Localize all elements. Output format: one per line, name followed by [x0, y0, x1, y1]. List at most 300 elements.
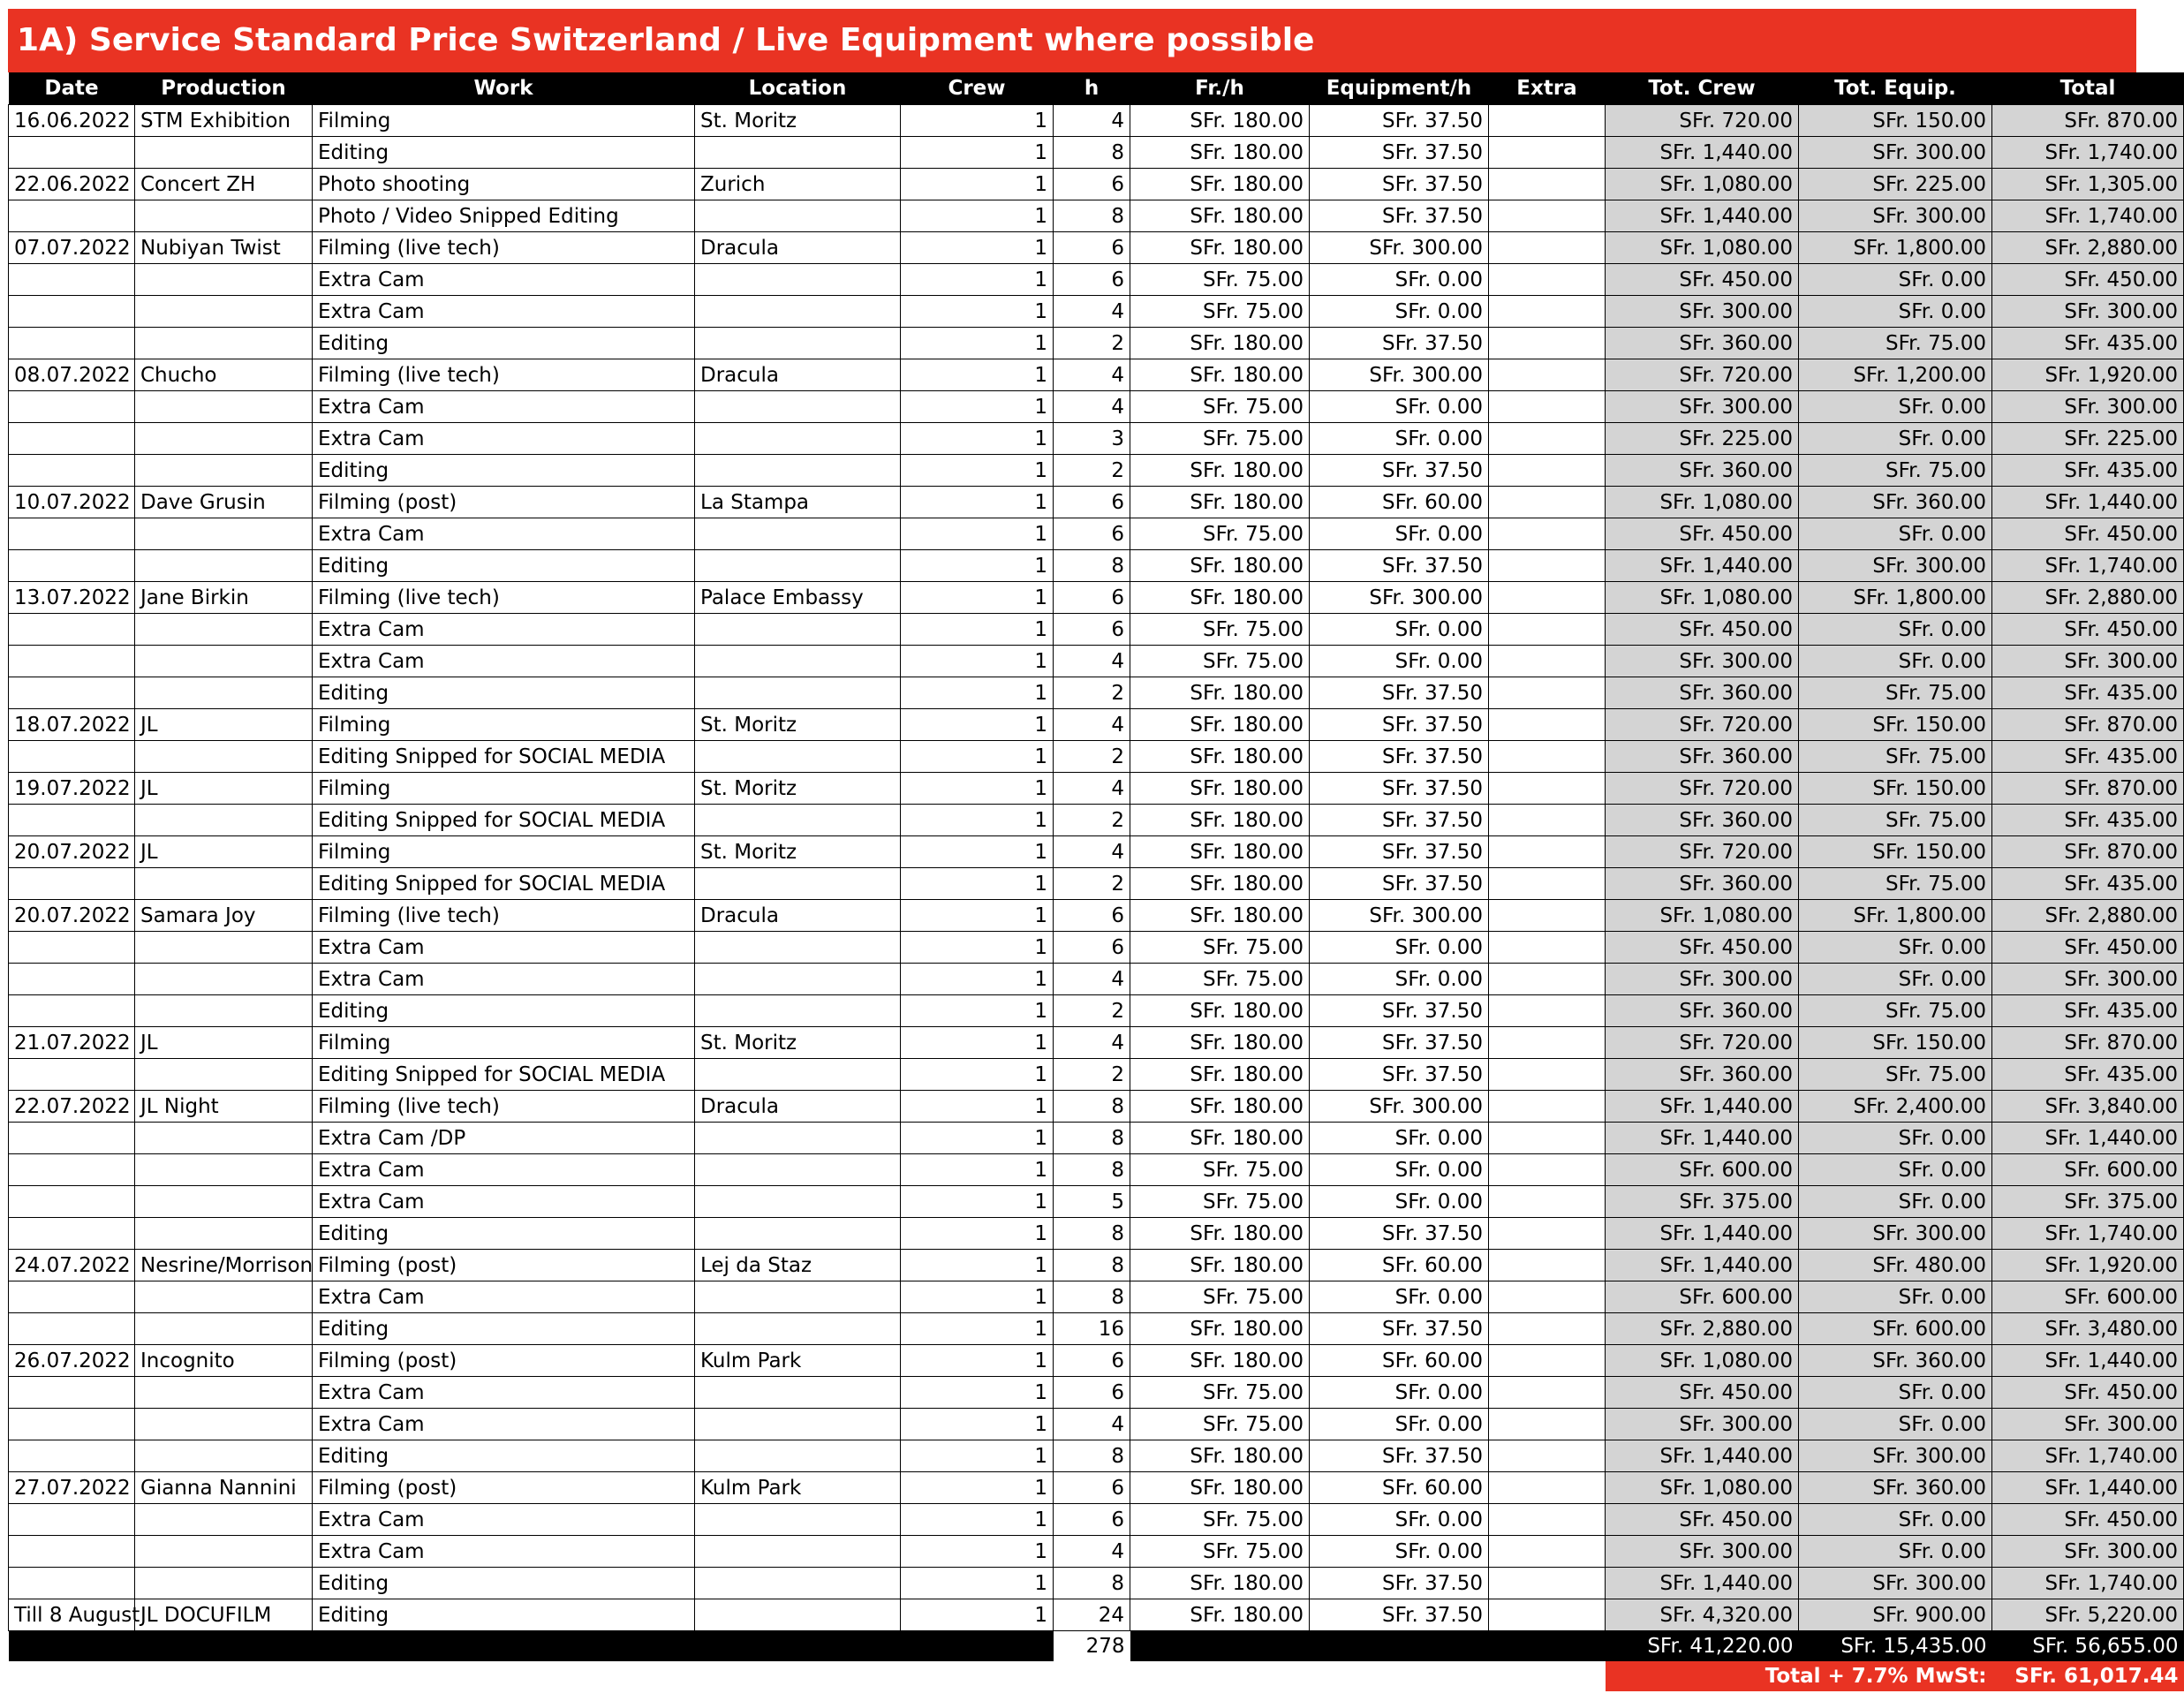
cell-total: SFr. 2,880.00	[1992, 232, 2184, 264]
cell-total: SFr. 435.00	[1992, 868, 2184, 900]
cell-work: Extra Cam	[313, 1186, 695, 1218]
cell-h: 8	[1054, 1440, 1130, 1472]
cell-tot-crew: SFr. 1,080.00	[1606, 232, 1799, 264]
cell-date	[9, 1186, 135, 1218]
cell-tot-crew: SFr. 720.00	[1606, 836, 1799, 868]
cell-h: 4	[1054, 1536, 1130, 1568]
cell-h: 6	[1054, 264, 1130, 296]
cell-crew: 1	[901, 455, 1054, 487]
cell-total: SFr. 600.00	[1992, 1154, 2184, 1186]
cell-production: JL	[135, 709, 313, 741]
cell-tot-equip: SFr. 0.00	[1799, 614, 1992, 646]
cell-tot-equip: SFr. 360.00	[1799, 1345, 1992, 1377]
cell-production	[135, 1377, 313, 1409]
cell-crew: 1	[901, 1504, 1054, 1536]
cell-location	[695, 805, 901, 836]
cell-extra	[1489, 614, 1606, 646]
cell-location	[695, 1568, 901, 1599]
cell-production: Samara Joy	[135, 900, 313, 932]
cell-crew: 1	[901, 423, 1054, 455]
cell-rate: SFr. 75.00	[1130, 1186, 1310, 1218]
table-row	[9, 1281, 2184, 1313]
cell-tot-crew: SFr. 1,440.00	[1606, 1568, 1799, 1599]
cell-total: SFr. 1,920.00	[1992, 359, 2184, 391]
cell-date: 08.07.2022	[9, 359, 135, 391]
cell-crew: 1	[901, 1313, 1054, 1345]
cell-total: SFr. 450.00	[1992, 518, 2184, 550]
cell-crew: 1	[901, 1440, 1054, 1472]
cell-rate: SFr. 180.00	[1130, 169, 1310, 200]
cell-extra	[1489, 805, 1606, 836]
cell-production: JL	[135, 773, 313, 805]
cell-production: JL Night	[135, 1091, 313, 1123]
cell-h: 2	[1054, 328, 1130, 359]
cell-location: Dracula	[695, 232, 901, 264]
cell-total: SFr. 3,840.00	[1992, 1091, 2184, 1123]
cell-work: Filming (post)	[313, 487, 695, 518]
cell-tot-crew: SFr. 720.00	[1606, 773, 1799, 805]
cell-tot-equip: SFr. 75.00	[1799, 328, 1992, 359]
cell-work: Filming (live tech)	[313, 232, 695, 264]
cell-production	[135, 677, 313, 709]
cell-crew: 1	[901, 169, 1054, 200]
cell-location: Palace Embassy	[695, 582, 901, 614]
cell-equipment: SFr. 0.00	[1310, 614, 1489, 646]
table-row	[9, 805, 2184, 836]
cell-work: Extra Cam	[313, 391, 695, 423]
cell-work: Extra Cam	[313, 1281, 695, 1313]
cell-extra	[1489, 1059, 1606, 1091]
cell-location: St. Moritz	[695, 836, 901, 868]
cell-extra	[1489, 1250, 1606, 1281]
cell-equipment: SFr. 300.00	[1310, 359, 1489, 391]
cell-tot-equip: SFr. 0.00	[1799, 423, 1992, 455]
cell-date	[9, 1218, 135, 1250]
cell-rate: SFr. 180.00	[1130, 1472, 1310, 1504]
cell-crew: 1	[901, 1218, 1054, 1250]
table-row	[9, 868, 2184, 900]
cell-total: SFr. 1,305.00	[1992, 169, 2184, 200]
cell-work: Editing Snipped for SOCIAL MEDIA	[313, 805, 695, 836]
cell-rate: SFr. 180.00	[1130, 1313, 1310, 1345]
cell-date	[9, 1123, 135, 1154]
cell-total: SFr. 450.00	[1992, 1504, 2184, 1536]
cell-rate: SFr. 180.00	[1130, 1123, 1310, 1154]
cell-production	[135, 1154, 313, 1186]
cell-total: SFr. 435.00	[1992, 1059, 2184, 1091]
cell-work: Extra Cam	[313, 614, 695, 646]
cell-location	[695, 1123, 901, 1154]
cell-equipment: SFr. 300.00	[1310, 1091, 1489, 1123]
cell-tot-crew: SFr. 360.00	[1606, 805, 1799, 836]
cell-extra	[1489, 582, 1606, 614]
cell-total: SFr. 225.00	[1992, 423, 2184, 455]
table-row	[9, 614, 2184, 646]
cell-crew: 1	[901, 1250, 1054, 1281]
cell-tot-crew: SFr. 360.00	[1606, 328, 1799, 359]
cell-rate: SFr. 180.00	[1130, 836, 1310, 868]
cell-crew: 1	[901, 232, 1054, 264]
cell-extra	[1489, 1377, 1606, 1409]
cell-tot-crew: SFr. 1,440.00	[1606, 1218, 1799, 1250]
cell-equipment: SFr. 37.50	[1310, 169, 1489, 200]
cell-crew: 1	[901, 296, 1054, 328]
cell-rate: SFr. 180.00	[1130, 1059, 1310, 1091]
cell-rate: SFr. 180.00	[1130, 1345, 1310, 1377]
cell-date	[9, 868, 135, 900]
table-row	[9, 836, 2184, 868]
column-header-date: Date	[9, 72, 135, 105]
cell-extra	[1489, 709, 1606, 741]
column-header-production: Production	[135, 72, 313, 105]
cell-date: 22.07.2022	[9, 1091, 135, 1123]
cell-tot-crew: SFr. 4,320.00	[1606, 1599, 1799, 1631]
cell-total: SFr. 300.00	[1992, 964, 2184, 995]
cell-location: Lej da Staz	[695, 1250, 901, 1281]
cell-location: Dracula	[695, 900, 901, 932]
cell-production: JL	[135, 836, 313, 868]
cell-total: SFr. 1,740.00	[1992, 137, 2184, 169]
cell-date	[9, 805, 135, 836]
cell-total: SFr. 2,880.00	[1992, 582, 2184, 614]
cell-tot-crew: SFr. 360.00	[1606, 677, 1799, 709]
cell-date: 13.07.2022	[9, 582, 135, 614]
cell-extra	[1489, 264, 1606, 296]
cell-tot-equip: SFr. 300.00	[1799, 200, 1992, 232]
cell-crew: 1	[901, 1027, 1054, 1059]
cell-rate: SFr. 180.00	[1130, 455, 1310, 487]
cell-tot-equip: SFr. 0.00	[1799, 1409, 1992, 1440]
cell-extra	[1489, 932, 1606, 964]
cell-location	[695, 296, 901, 328]
table-row	[9, 232, 2184, 264]
cell-location	[695, 1059, 901, 1091]
cell-crew: 1	[901, 932, 1054, 964]
cell-tot-crew: SFr. 300.00	[1606, 964, 1799, 995]
cell-extra	[1489, 296, 1606, 328]
table-row	[9, 1568, 2184, 1599]
cell-tot-crew: SFr. 600.00	[1606, 1281, 1799, 1313]
cell-h: 2	[1054, 1059, 1130, 1091]
cell-work: Extra Cam	[313, 1154, 695, 1186]
cell-crew: 1	[901, 550, 1054, 582]
cell-work: Extra Cam	[313, 296, 695, 328]
vat-total: SFr. 61,017.44	[1992, 1661, 2184, 1691]
cell-equipment: SFr. 37.50	[1310, 328, 1489, 359]
cell-rate: SFr. 75.00	[1130, 1154, 1310, 1186]
cell-extra	[1489, 1218, 1606, 1250]
cell-tot-equip: SFr. 75.00	[1799, 455, 1992, 487]
cell-production	[135, 518, 313, 550]
cell-equipment: SFr. 0.00	[1310, 932, 1489, 964]
cell-rate: SFr. 75.00	[1130, 518, 1310, 550]
cell-crew: 1	[901, 264, 1054, 296]
cell-rate: SFr. 180.00	[1130, 805, 1310, 836]
cell-location	[695, 1440, 901, 1472]
cell-extra	[1489, 1536, 1606, 1568]
cell-rate: SFr. 180.00	[1130, 773, 1310, 805]
cell-work: Photo shooting	[313, 169, 695, 200]
cell-location	[695, 1154, 901, 1186]
cell-h: 8	[1054, 550, 1130, 582]
cell-total: SFr. 870.00	[1992, 773, 2184, 805]
cell-date	[9, 614, 135, 646]
table-row	[9, 677, 2184, 709]
cell-tot-equip: SFr. 0.00	[1799, 264, 1992, 296]
cell-tot-equip: SFr. 300.00	[1799, 137, 1992, 169]
cell-extra	[1489, 1568, 1606, 1599]
cell-location	[695, 518, 901, 550]
grand-total: SFr. 56,655.00	[1992, 1631, 2184, 1661]
cell-rate: SFr. 75.00	[1130, 1409, 1310, 1440]
cell-work: Filming (post)	[313, 1472, 695, 1504]
cell-production	[135, 614, 313, 646]
cell-tot-crew: SFr. 1,440.00	[1606, 1250, 1799, 1281]
cell-equipment: SFr. 37.50	[1310, 455, 1489, 487]
cell-work: Editing	[313, 1599, 695, 1631]
column-header-total: Total	[1992, 72, 2184, 105]
table-row	[9, 1091, 2184, 1123]
cell-tot-equip: SFr. 360.00	[1799, 487, 1992, 518]
cell-tot-equip: SFr. 300.00	[1799, 550, 1992, 582]
cell-extra	[1489, 741, 1606, 773]
cell-production	[135, 1504, 313, 1536]
cell-extra	[1489, 518, 1606, 550]
cell-production	[135, 1281, 313, 1313]
cell-tot-crew: SFr. 225.00	[1606, 423, 1799, 455]
cell-total: SFr. 1,740.00	[1992, 1568, 2184, 1599]
cell-date: 24.07.2022	[9, 1250, 135, 1281]
cell-h: 6	[1054, 487, 1130, 518]
cell-date	[9, 1154, 135, 1186]
cell-total: SFr. 450.00	[1992, 614, 2184, 646]
cell-tot-equip: SFr. 2,400.00	[1799, 1091, 1992, 1123]
cell-production	[135, 137, 313, 169]
cell-h: 6	[1054, 1472, 1130, 1504]
cell-location	[695, 1218, 901, 1250]
cell-work: Editing	[313, 1218, 695, 1250]
cell-h: 24	[1054, 1599, 1130, 1631]
table-row	[9, 1218, 2184, 1250]
cell-date	[9, 423, 135, 455]
cell-location	[695, 677, 901, 709]
cell-production: Nubiyan Twist	[135, 232, 313, 264]
cell-tot-equip: SFr. 0.00	[1799, 1504, 1992, 1536]
cell-h: 4	[1054, 836, 1130, 868]
cell-extra	[1489, 1472, 1606, 1504]
cell-equipment: SFr. 37.50	[1310, 836, 1489, 868]
table-row	[9, 773, 2184, 805]
cell-location	[695, 646, 901, 677]
header-row	[9, 72, 2184, 105]
cell-crew: 1	[901, 677, 1054, 709]
cell-extra	[1489, 1409, 1606, 1440]
cell-extra	[1489, 423, 1606, 455]
cell-total: SFr. 300.00	[1992, 391, 2184, 423]
cell-extra	[1489, 1281, 1606, 1313]
cell-date	[9, 296, 135, 328]
cell-crew: 1	[901, 868, 1054, 900]
table-row	[9, 264, 2184, 296]
cell-h: 6	[1054, 1377, 1130, 1409]
cell-equipment: SFr. 37.50	[1310, 1059, 1489, 1091]
cell-total: SFr. 1,740.00	[1992, 550, 2184, 582]
cell-crew: 1	[901, 1472, 1054, 1504]
cell-work: Filming	[313, 709, 695, 741]
cell-production: JL	[135, 1027, 313, 1059]
cell-equipment: SFr. 37.50	[1310, 1027, 1489, 1059]
cell-rate: SFr. 180.00	[1130, 200, 1310, 232]
cell-production	[135, 1123, 313, 1154]
cell-h: 4	[1054, 1027, 1130, 1059]
cell-location	[695, 995, 901, 1027]
cell-h: 4	[1054, 1409, 1130, 1440]
cell-equipment: SFr. 60.00	[1310, 1345, 1489, 1377]
cell-tot-crew: SFr. 1,440.00	[1606, 1440, 1799, 1472]
cell-h: 8	[1054, 1091, 1130, 1123]
cell-equipment: SFr. 0.00	[1310, 1123, 1489, 1154]
cell-total: SFr. 1,440.00	[1992, 1345, 2184, 1377]
cell-total: SFr. 870.00	[1992, 1027, 2184, 1059]
cell-work: Editing Snipped for SOCIAL MEDIA	[313, 741, 695, 773]
cell-tot-equip: SFr. 75.00	[1799, 868, 1992, 900]
cell-production	[135, 646, 313, 677]
cell-work: Filming (live tech)	[313, 359, 695, 391]
cell-equipment: SFr. 300.00	[1310, 582, 1489, 614]
cell-equipment: SFr. 0.00	[1310, 1154, 1489, 1186]
table-row	[9, 709, 2184, 741]
table-row	[9, 964, 2184, 995]
cell-tot-equip: SFr. 900.00	[1799, 1599, 1992, 1631]
cell-production	[135, 741, 313, 773]
cell-extra	[1489, 200, 1606, 232]
cell-date	[9, 1536, 135, 1568]
cell-rate: SFr. 75.00	[1130, 1536, 1310, 1568]
column-header-h: h	[1054, 72, 1130, 105]
cell-tot-crew: SFr. 1,080.00	[1606, 1472, 1799, 1504]
cell-crew: 1	[901, 614, 1054, 646]
cell-extra	[1489, 105, 1606, 137]
cell-h: 8	[1054, 1154, 1130, 1186]
cell-total: SFr. 3,480.00	[1992, 1313, 2184, 1345]
cell-location	[695, 1409, 901, 1440]
cell-crew: 1	[901, 995, 1054, 1027]
cell-h: 6	[1054, 169, 1130, 200]
table-row	[9, 455, 2184, 487]
cell-extra	[1489, 1504, 1606, 1536]
cell-crew: 1	[901, 1568, 1054, 1599]
cell-h: 4	[1054, 646, 1130, 677]
cell-rate: SFr. 180.00	[1130, 232, 1310, 264]
cell-crew: 1	[901, 1409, 1054, 1440]
cell-tot-equip: SFr. 300.00	[1799, 1568, 1992, 1599]
cell-tot-crew: SFr. 1,080.00	[1606, 169, 1799, 200]
cell-tot-crew: SFr. 1,440.00	[1606, 200, 1799, 232]
cell-production	[135, 964, 313, 995]
cell-crew: 1	[901, 741, 1054, 773]
cell-date	[9, 1377, 135, 1409]
cell-location	[695, 868, 901, 900]
cell-extra	[1489, 550, 1606, 582]
cell-work: Extra Cam	[313, 646, 695, 677]
cell-tot-equip: SFr. 0.00	[1799, 964, 1992, 995]
cell-extra	[1489, 1154, 1606, 1186]
cell-location	[695, 423, 901, 455]
cell-date	[9, 264, 135, 296]
cell-tot-equip: SFr. 0.00	[1799, 1536, 1992, 1568]
cell-equipment: SFr. 37.50	[1310, 868, 1489, 900]
cell-rate: SFr. 180.00	[1130, 900, 1310, 932]
cell-extra	[1489, 1186, 1606, 1218]
cell-tot-equip: SFr. 225.00	[1799, 169, 1992, 200]
cell-extra	[1489, 1091, 1606, 1123]
cell-h: 6	[1054, 932, 1130, 964]
cell-date	[9, 646, 135, 677]
table-row	[9, 328, 2184, 359]
cell-location: Dracula	[695, 359, 901, 391]
cell-crew: 1	[901, 1059, 1054, 1091]
cell-production: Nesrine/Morrison	[135, 1250, 313, 1281]
cell-work: Filming	[313, 1027, 695, 1059]
cell-work: Filming	[313, 836, 695, 868]
cell-h: 8	[1054, 1218, 1130, 1250]
cell-h: 2	[1054, 677, 1130, 709]
cell-location: La Stampa	[695, 487, 901, 518]
cell-total: SFr. 2,880.00	[1992, 900, 2184, 932]
cell-tot-crew: SFr. 300.00	[1606, 391, 1799, 423]
cell-extra	[1489, 995, 1606, 1027]
table-row	[9, 1440, 2184, 1472]
tot-crew-total: SFr. 41,220.00	[1606, 1631, 1799, 1661]
cell-crew: 1	[901, 805, 1054, 836]
cell-extra	[1489, 836, 1606, 868]
cell-tot-equip: SFr. 0.00	[1799, 1154, 1992, 1186]
cell-location	[695, 1599, 901, 1631]
price-table	[8, 72, 2184, 1691]
cell-crew: 1	[901, 964, 1054, 995]
cell-h: 2	[1054, 741, 1130, 773]
column-header-extra: Extra	[1489, 72, 1606, 105]
cell-total: SFr. 450.00	[1992, 264, 2184, 296]
cell-h: 6	[1054, 518, 1130, 550]
cell-tot-crew: SFr. 2,880.00	[1606, 1313, 1799, 1345]
cell-date: 16.06.2022	[9, 105, 135, 137]
cell-h: 6	[1054, 582, 1130, 614]
cell-date	[9, 1568, 135, 1599]
cell-crew: 1	[901, 1186, 1054, 1218]
cell-rate: SFr. 180.00	[1130, 1027, 1310, 1059]
sum-row	[9, 1631, 2184, 1661]
cell-crew: 1	[901, 1377, 1054, 1409]
cell-tot-crew: SFr. 450.00	[1606, 1377, 1799, 1409]
cell-rate: SFr. 75.00	[1130, 391, 1310, 423]
cell-production: STM Exhibition	[135, 105, 313, 137]
cell-total: SFr. 300.00	[1992, 646, 2184, 677]
cell-crew: 1	[901, 900, 1054, 932]
cell-tot-equip: SFr. 150.00	[1799, 709, 1992, 741]
table-row	[9, 105, 2184, 137]
cell-crew: 1	[901, 105, 1054, 137]
cell-work: Filming (post)	[313, 1345, 695, 1377]
cell-extra	[1489, 900, 1606, 932]
cell-rate: SFr. 180.00	[1130, 1091, 1310, 1123]
table-row	[9, 137, 2184, 169]
cell-crew: 1	[901, 1154, 1054, 1186]
cell-total: SFr. 1,440.00	[1992, 1472, 2184, 1504]
cell-location	[695, 328, 901, 359]
cell-production: Gianna Nannini	[135, 1472, 313, 1504]
cell-work: Extra Cam	[313, 1536, 695, 1568]
